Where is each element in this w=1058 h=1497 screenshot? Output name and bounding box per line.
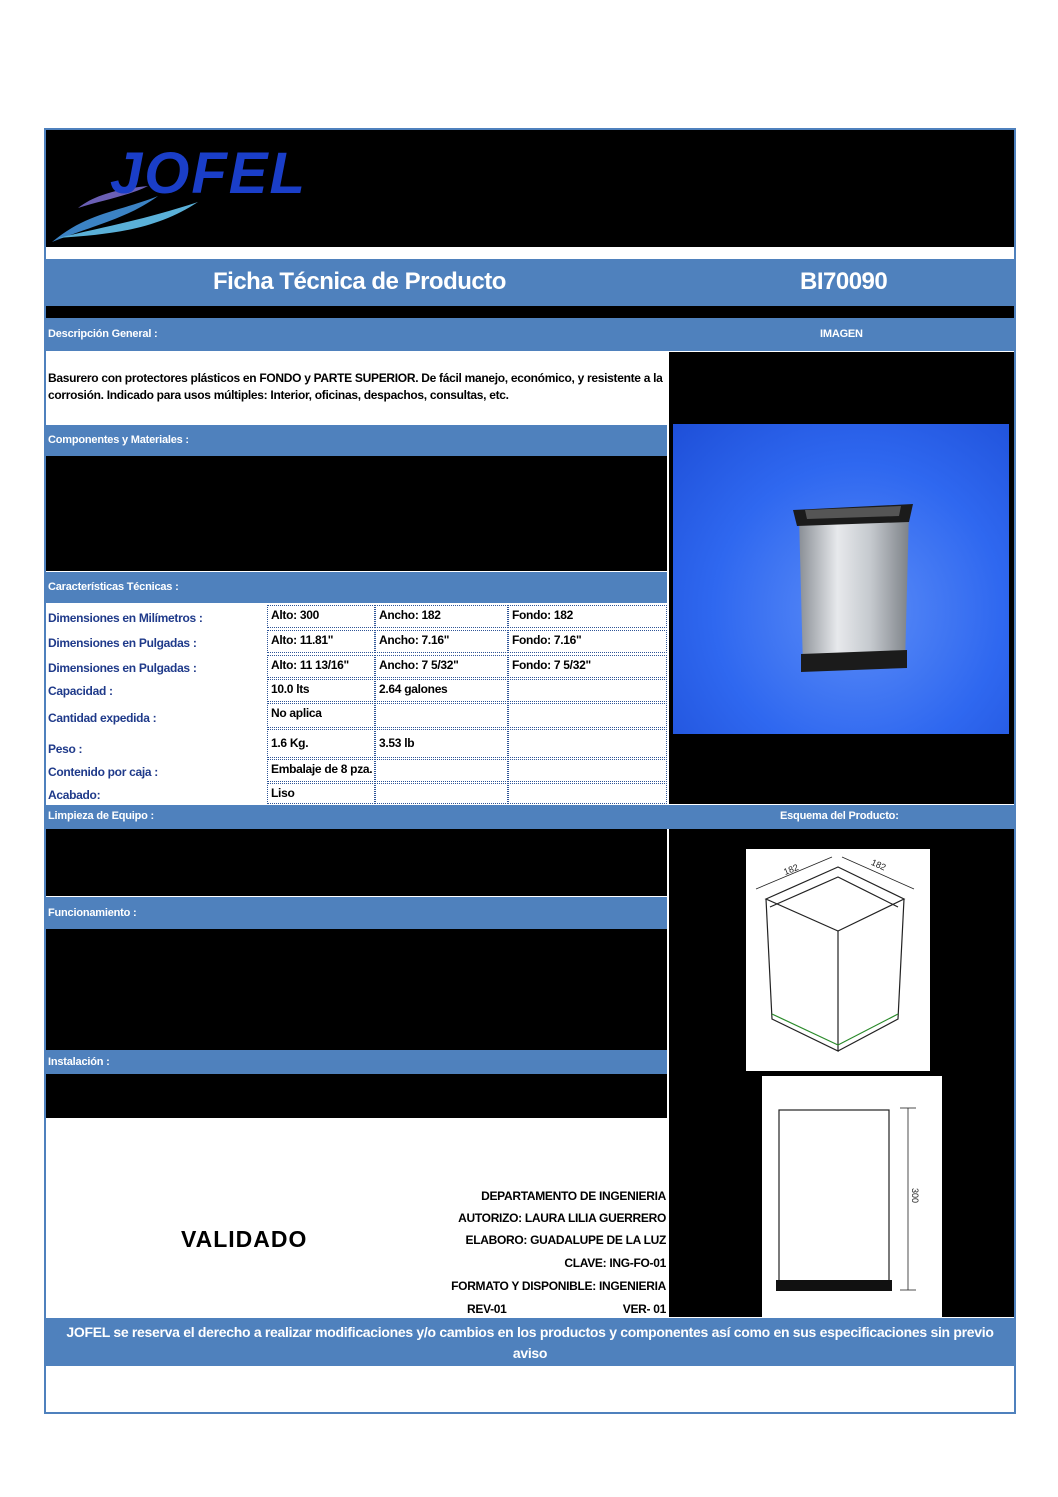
spec-cell: Ancho: 182: [375, 605, 508, 628]
spec-cell: 10.0 lts: [267, 679, 375, 702]
spec-cell: [375, 783, 508, 804]
title-divider: [46, 306, 1014, 318]
signature-revision: REV-01: [467, 1302, 507, 1316]
side-bin-sketch: [762, 1076, 942, 1317]
spec-cell: Fondo: 7 5/32": [508, 655, 667, 678]
footer-notice: JOFEL se reserva el derecho a realizar modificaciones y/o cambios en los productos y componentes así como en sus especificaciones sin previo aviso: [66, 1324, 994, 1361]
spec-label: Dimensiones en Pulgadas :: [48, 661, 197, 675]
spec-cell: [375, 703, 508, 728]
spec-cell: No aplica: [267, 703, 375, 728]
spec-label: Acabado:: [48, 788, 101, 802]
signature-department: DEPARTAMENTO DE INGENIERIA: [481, 1189, 666, 1203]
product-photo: [673, 424, 1009, 734]
schema-isometric-drawing: [746, 849, 930, 1071]
spec-cell: [508, 729, 667, 758]
page-title: Ficha Técnica de Producto: [213, 268, 506, 295]
spec-cell: Liso: [267, 783, 375, 804]
spec-label: Dimensiones en Pulgadas :: [48, 636, 197, 650]
spec-cell: 1.6 Kg.: [267, 729, 375, 758]
signature-version: VER- 01: [622, 1302, 666, 1316]
schema-height-label: 300: [910, 1188, 920, 1204]
operation-header: [46, 897, 667, 929]
schema-label: Esquema del Producto:: [780, 810, 899, 822]
cleaning-label: Limpieza de Equipo :: [48, 810, 155, 822]
spec-cell: [508, 679, 667, 702]
components-content: [46, 456, 667, 571]
signature-elaborated: ELABORO: GUADALUPE DE LA LUZ: [465, 1233, 666, 1247]
spec-cell: Alto: 300: [267, 605, 375, 628]
spec-label: Capacidad :: [48, 684, 113, 698]
schema-side-drawing: [762, 1076, 942, 1317]
installation-content: [46, 1074, 667, 1118]
image-label: IMAGEN: [820, 328, 863, 340]
spec-cell: Fondo: 7.16": [508, 630, 667, 653]
tech-label: Características Técnicas :: [48, 581, 179, 593]
schema-depth-label: 182: [869, 857, 888, 873]
spec-cell: Fondo: 182: [508, 605, 667, 628]
cleaning-content: [46, 829, 667, 896]
installation-label: Instalación :: [48, 1056, 110, 1068]
operation-label: Funcionamiento :: [48, 907, 137, 919]
spec-label: Cantidad expedida :: [48, 711, 157, 725]
spec-cell: [375, 759, 508, 782]
installation-header: [46, 1050, 667, 1074]
product-code: BI70090: [800, 268, 888, 295]
components-label: Componentes y Materiales :: [48, 434, 189, 446]
isometric-bin-sketch: [746, 849, 930, 1071]
spec-cell: Ancho: 7 5/32": [375, 655, 508, 678]
spec-cell: Alto: 11 13/16": [267, 655, 375, 678]
spec-cell: Alto: 11.81": [267, 630, 375, 653]
validated-stamp: VALIDADO: [181, 1226, 308, 1252]
spec-cell: Ancho: 7.16": [375, 630, 508, 653]
spec-cell: [508, 783, 667, 804]
spec-cell: Embalaje de 8 pza.: [267, 759, 375, 782]
logo-text: JOFEL: [110, 141, 307, 206]
description-label: Descripción General :: [48, 328, 158, 340]
description-text: Basurero con protectores plásticos en FONDO y PARTE SUPERIOR. De fácil manejo, económico, y resistente a la corrosión. Indicado para usos múltiples: Interior, oficinas, despachos, consultas, etc.: [48, 371, 663, 402]
signature-format: FORMATO Y DISPONIBLE: INGENIERIA: [451, 1279, 666, 1293]
spec-cell: 3.53 lb: [375, 729, 508, 758]
trash-bin-image: [673, 424, 1009, 734]
spec-cell: 2.64 galones: [375, 679, 508, 702]
spec-cell: [508, 759, 667, 782]
spec-label: Peso :: [48, 742, 83, 756]
spec-cell: [508, 703, 667, 728]
spec-label: Dimensiones en Milímetros :: [48, 611, 203, 625]
schema-width-label: 182: [782, 862, 800, 877]
signature-key: CLAVE: ING-FO-01: [564, 1256, 666, 1270]
operation-content: [46, 929, 667, 1050]
signature-authorized: AUTORIZO: LAURA LILIA GUERRERO: [458, 1211, 666, 1225]
description-header: [46, 318, 1014, 351]
spec-label: Contenido por caja :: [48, 765, 159, 779]
